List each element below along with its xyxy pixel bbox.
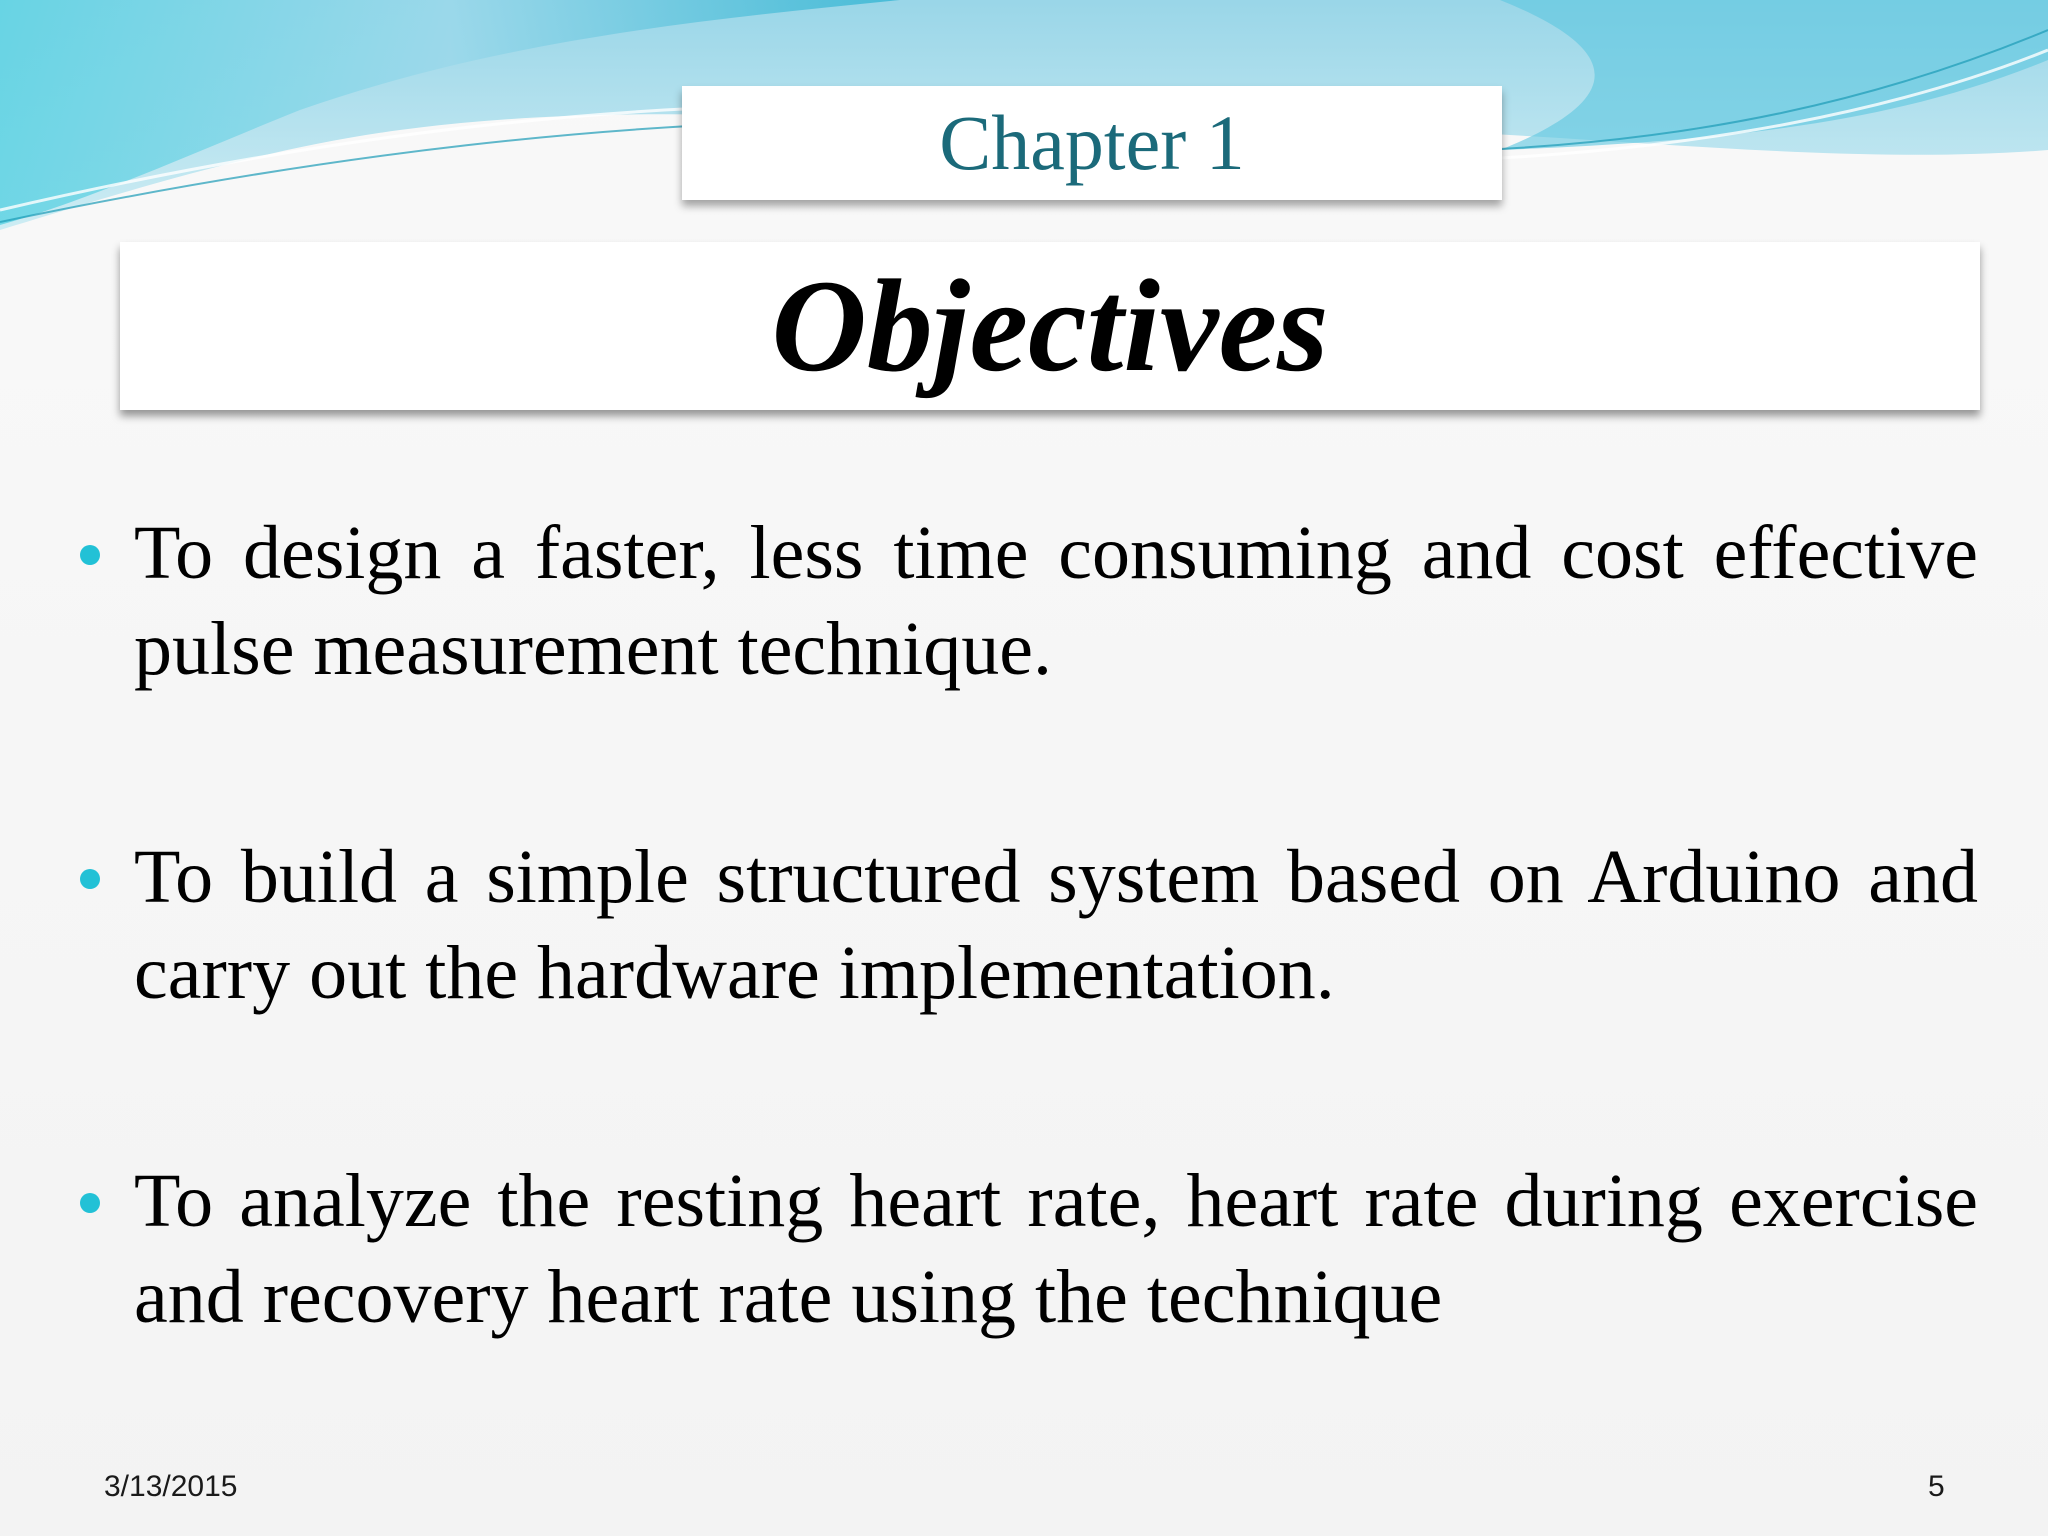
bullet-dot-icon: [80, 869, 100, 889]
bullet-list: [74, 505, 1978, 1477]
bullet-item: [74, 505, 1978, 697]
title-box: [120, 242, 1980, 410]
slide-title: Objectives: [771, 252, 1329, 399]
bullet-text: To analyze the resting heart rate, heart rate during exercise and recovery heart rate using the technique: [134, 1159, 1978, 1339]
footer-date: 3/13/2015: [104, 1470, 238, 1503]
chapter-box: [682, 86, 1502, 200]
bullet-dot-icon: [80, 1193, 100, 1213]
footer-page-number: 5: [1928, 1470, 1945, 1503]
bullet-dot-icon: [80, 545, 100, 565]
bullet-item: [74, 829, 1978, 1021]
bullet-text: To build a simple structured system based on Arduino and carry out the hardware implementation.: [134, 835, 1978, 1015]
bullet-item: [74, 1153, 1978, 1345]
bullet-text: To design a faster, less time consuming and cost effective pulse measurement technique.: [134, 511, 1978, 691]
chapter-label: Chapter 1: [939, 99, 1245, 186]
